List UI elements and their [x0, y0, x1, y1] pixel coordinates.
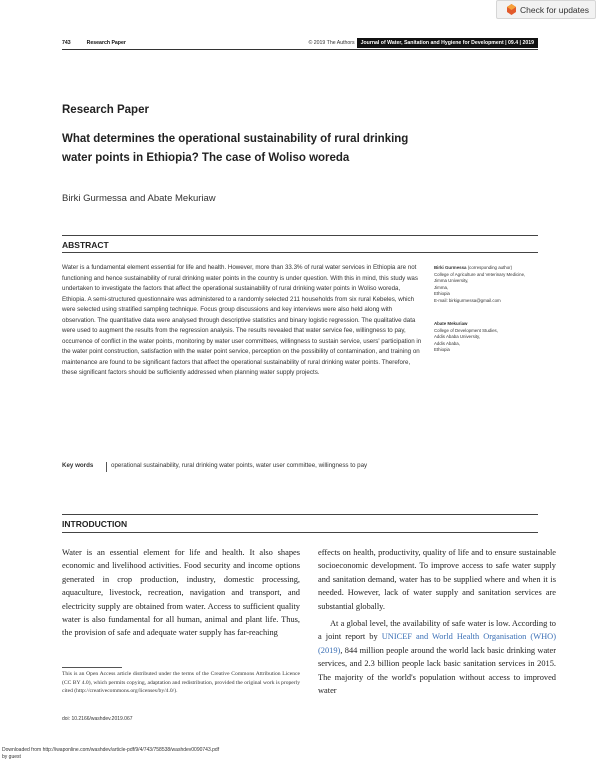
affiliation-line: College of Agriculture and Veterinary Medicine, [434, 271, 526, 277]
abstract-top-rule [62, 235, 538, 236]
affiliation-line: Addis Ababa University, [434, 334, 481, 340]
intro-paragraph: effects on health, productivity, quality of life and to ensure sustainable socioeconomic development. To improve access to safe water supply and sanitation demand, water has to be supplied where and when it is needed. However, lack of water supply and sanitation services are substantial globally. [318, 548, 556, 611]
intro-heading-rule [62, 532, 538, 533]
article-title: What determines the operational sustainability of rural drinking water points in Ethiopia? The case of Woliso woreda [62, 133, 409, 164]
doi: doi: 10.2166/washdev.2019.067 [62, 716, 133, 722]
introduction-heading: INTRODUCTION [62, 519, 128, 529]
abstract-heading: ABSTRACT [62, 240, 109, 250]
download-notice [2, 747, 302, 761]
affiliation-1 [434, 265, 544, 305]
page-number: 743 [62, 39, 71, 46]
affiliation-email: E-mail: birkigurmessa@gmail.com [434, 297, 501, 303]
article-type-label: Research Paper [62, 104, 149, 116]
affiliation-line: Addis Ababa, [434, 340, 460, 346]
keywords-divider [106, 462, 107, 472]
header-copyright: © 2019 The Authors [308, 39, 355, 46]
affiliation-line: Jimma University, [434, 278, 469, 284]
keywords [62, 461, 432, 472]
running-header [62, 37, 538, 48]
header-journal: Journal of Water, Sanitation and Hygiene for Development | 09.4 | 2019 [357, 38, 538, 48]
affiliation-line: Jimma, [434, 284, 449, 290]
intro-paragraph-2 [318, 617, 556, 697]
unicef-who-citation-link[interactable]: UNICEF and World Health Organisation (WHO) (2019) [318, 632, 557, 655]
download-guest: by guest [2, 754, 21, 760]
affiliation-line: Ethiopia [434, 347, 450, 353]
affiliation-line: Ethiopia [434, 291, 450, 297]
keywords-label: Key words [62, 462, 94, 469]
abstract-body [62, 263, 422, 379]
keywords-list: operational sustainability, rural drinking water points, water user committee, willingness to pay [111, 462, 368, 469]
article-authors: Birki Gurmessa and Abate Mekuriaw [62, 193, 216, 204]
affiliation-2 [434, 321, 544, 354]
abstract-heading-rule [62, 252, 538, 253]
updates-icon [507, 4, 516, 15]
abstract-paragraph: Water is a fundamental element essential for life and health. However, more than 33.3% of rural water services in Ethiopia are not functioning and hence sustainability of rural drinking water points in the country is under question. With this in mind, this study was undertaken to investigate the factors that affect the operational sustainability of rural drinking water points in Woliso woreda, Ethiopia. A semi-structured questionnaire was administered to a randomly selected 211 households from six rural Kebeles, which were selected using stratified sampling technique. Focus group discussions and key interviews were also held along with observation. The quantitative data were analysed through descriptive statistics and binary logistic regression. The qualitative data were used to augment the results from the regression analysis. The results revealed that water service fee, willingness to pay, occurrence of conflict in the water points, monitoring by water user committees, willingness to sustain service, users' participation in the water point construction, satisfaction with the water point service, perception on the possibility of contamination, and training on maintenance are found to be significant factors that affect the operational sustainability of rural drinking water points. Therefore, these significant factors should be sufficiently addressed when planning water supply projects. [62, 264, 422, 376]
intro-right-column [318, 546, 556, 697]
intro-top-rule [62, 514, 538, 515]
paragraph-text: , 844 million people around the world lack basic drinking water services, and 2.3 billion people lack basic sanitation services in 2015. The majority of the world's population without access to improved water [318, 645, 556, 696]
check-for-updates-label: Check for updates [520, 4, 589, 15]
header-divider [62, 49, 538, 50]
intro-left-column [62, 546, 300, 640]
paragraph-text: At a global level, the availability of safe water is low. According to a joint report by [318, 619, 556, 642]
affiliation-name: Abate Mekuriaw [434, 321, 468, 326]
affiliation-line: College of Development Studies, [434, 327, 498, 333]
intro-paragraph: Water is an essential element for life and health. It also shapes economic and livelihood activities. Food security and income options generated in crop production, industry, domestic processing, aquaculture, livestock, recreation, navigation and transport, and electricity supply are obtained from water. Access to sufficient quality water is also fundamental for all human, animal and plant life. Thus, the provision of safe and adequate water supply has far-reaching [62, 548, 300, 638]
footnote-rule [62, 667, 122, 668]
check-for-updates-button[interactable] [496, 0, 596, 19]
affiliation-role: (corresponding author) [466, 265, 513, 270]
download-url: Downloaded from http://iwaponline.com/washdev/article-pdf/9/4/743/758538/washdev0090743.pdf [2, 747, 220, 753]
header-section: Research Paper [86, 39, 126, 46]
license-footnote: This is an Open Access article distributed under the terms of the Creative Commons Attribution Licence (CC BY 4.0), which permits copying, adaptation and redistribution, provided the original work is properly cited (http://creativecommons.org/licenses/by/4.0/). [62, 671, 300, 695]
affiliation-name: Birki Gurmessa [434, 265, 467, 270]
